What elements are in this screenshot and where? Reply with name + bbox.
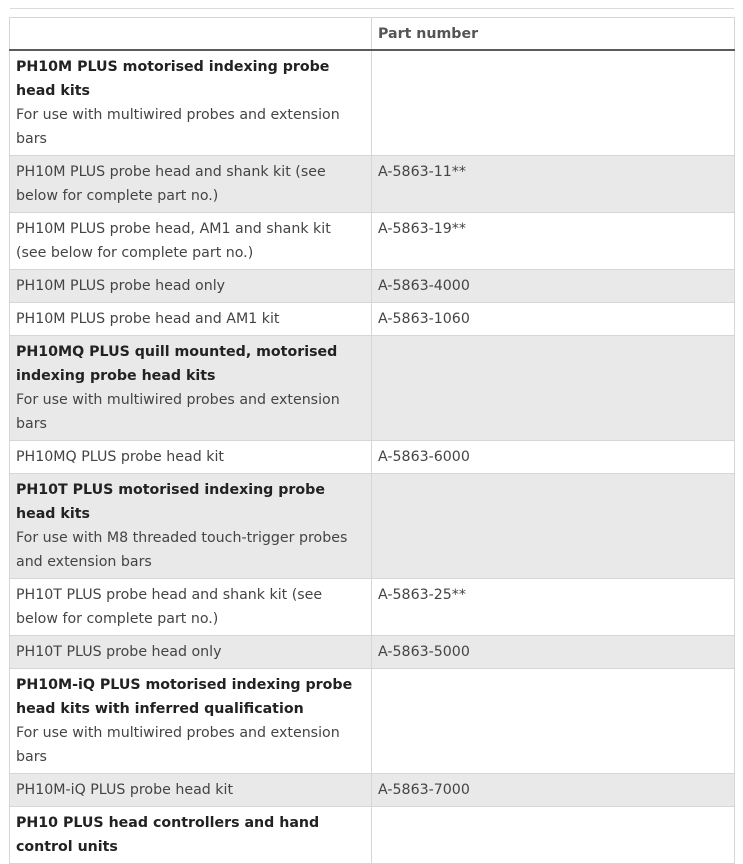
section-cell [10, 336, 372, 441]
section-cell [10, 669, 372, 774]
description-cell [10, 303, 372, 336]
part-number-cell [372, 636, 735, 669]
item-description: PH10M PLUS probe head only [16, 278, 226, 294]
part-number-cell [372, 807, 735, 864]
part-number-cell [372, 303, 735, 336]
table-body [10, 50, 735, 864]
part-number-cell [372, 336, 735, 441]
section-title: PH10T PLUS motorised indexing probe head kits [16, 482, 325, 522]
part-number: A-5863-6000 [378, 449, 470, 465]
part-number: A-5863-7000 [378, 782, 470, 798]
section-heading-row [10, 336, 735, 441]
section-heading-row [10, 474, 735, 579]
part-number: A-5863-11** [378, 164, 466, 180]
description-cell [10, 156, 372, 213]
item-description: PH10M PLUS probe head and AM1 kit [16, 311, 280, 327]
description-cell [10, 441, 372, 474]
part-number-cell [372, 774, 735, 807]
section-subtitle: For use with multiwired probes and extension bars [16, 107, 340, 147]
part-number-cell [372, 213, 735, 270]
section-subtitle: For use with multiwired probes and extension bars [16, 392, 340, 432]
part-number: A-5863-19** [378, 221, 466, 237]
table-row [10, 579, 735, 636]
table-row [10, 774, 735, 807]
table-row [10, 156, 735, 213]
part-number-cell [372, 579, 735, 636]
table-row [10, 636, 735, 669]
section-title: PH10M-iQ PLUS motorised indexing probe head kits with inferred qualification [16, 677, 353, 717]
part-number-cell [372, 669, 735, 774]
section-title: PH10 PLUS head controllers and hand control units [16, 815, 320, 855]
item-description: PH10T PLUS probe head only [16, 644, 222, 660]
part-number-table [9, 17, 735, 864]
item-description: PH10T PLUS probe head and shank kit (see below for complete part no.) [16, 587, 323, 627]
section-cell [10, 474, 372, 579]
description-cell [10, 636, 372, 669]
section-subtitle: For use with multiwired probes and extension bars [16, 725, 340, 765]
section-heading-row [10, 50, 735, 156]
section-cell [10, 50, 372, 156]
part-number: A-5863-25** [378, 587, 466, 603]
part-number-cell [372, 474, 735, 579]
table-row [10, 441, 735, 474]
table-row [10, 303, 735, 336]
description-column-header [10, 18, 372, 51]
section-subtitle: For use with M8 threaded touch-trigger probes and extension bars [16, 530, 348, 570]
table-row [10, 213, 735, 270]
top-divider [10, 8, 734, 9]
item-description: PH10MQ PLUS probe head kit [16, 449, 224, 465]
description-cell [10, 774, 372, 807]
item-description: PH10M PLUS probe head and shank kit (see below for complete part no.) [16, 164, 326, 204]
part-number-cell [372, 156, 735, 213]
part-number-cell [372, 270, 735, 303]
part-number: A-5863-1060 [378, 311, 470, 327]
section-heading-row [10, 669, 735, 774]
section-title: PH10M PLUS motorised indexing probe head kits [16, 59, 330, 99]
description-cell [10, 270, 372, 303]
description-cell [10, 579, 372, 636]
part-number-cell [372, 441, 735, 474]
part-number: A-5863-5000 [378, 644, 470, 660]
table-row [10, 270, 735, 303]
item-description: PH10M-iQ PLUS probe head kit [16, 782, 234, 798]
section-heading-row [10, 807, 735, 864]
section-title: PH10MQ PLUS quill mounted, motorised indexing probe head kits [16, 344, 338, 384]
description-cell [10, 213, 372, 270]
part-number-cell [372, 50, 735, 156]
section-cell [10, 807, 372, 864]
part-number: A-5863-4000 [378, 278, 470, 294]
part-number-column-header: Part number [372, 18, 735, 51]
item-description: PH10M PLUS probe head, AM1 and shank kit (see below for complete part no.) [16, 221, 331, 261]
table-header-row [10, 18, 735, 51]
